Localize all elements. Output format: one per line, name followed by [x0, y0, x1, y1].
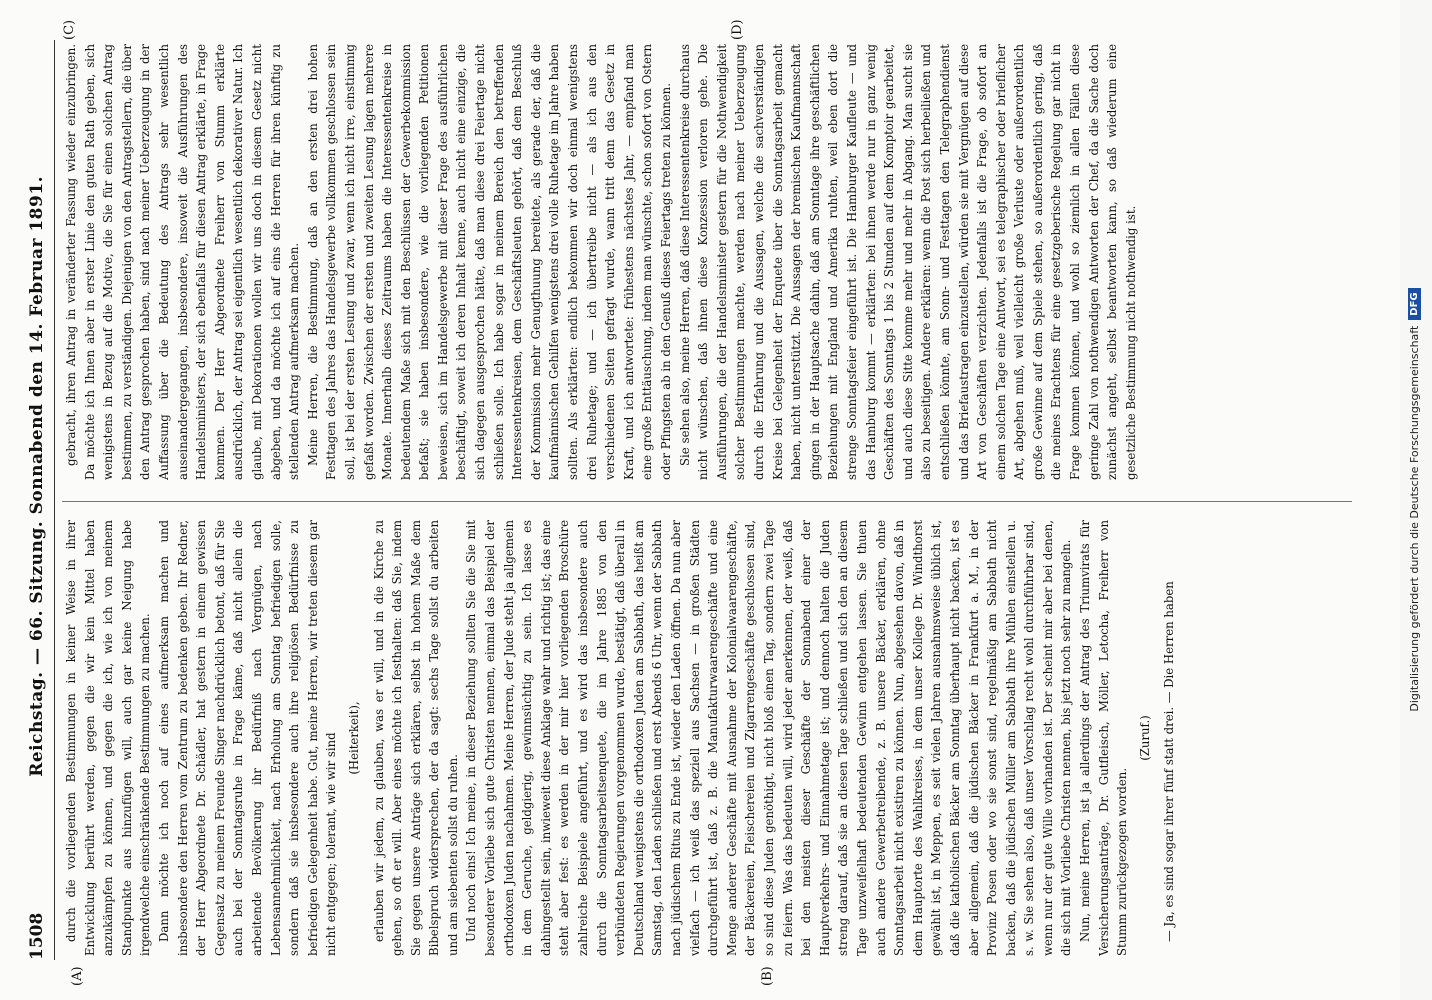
page-number: 1508 — [27, 912, 47, 960]
text-column-right — [62, 44, 1362, 480]
column-divider — [62, 501, 1352, 502]
margin-marker-c: (C) — [62, 19, 77, 40]
text-column-left — [62, 520, 1362, 956]
paragraph: Dann möchte ich noch auf eines aufmerksam machen und insbesondere den Herren vom Zentrum zu bedenken geben. Ihr Redner, der Herr Abgeordnete Dr. Schädler, hat gestern in einem gewissen Gegensatz zu meinem Freunde Singer nachdrücklich betont, daß für Sie auch bei der Sonntagsruhe in Frage käme, daß nicht allein die arbeitende Bevölkerung ihr Bedürfniß nach Vergnügen, nach Lebensannehmlichkeit, nach Erholung am Sonntag befriedigen solle, sondern daß sie insbesondere auch ihre religiösen Bedürfnisse zu befriedigen Gelegenheit habe. Gut, meine Herren, wir treten diesem gar nicht entgegen; tolerant, wie wir sind — [156, 520, 339, 956]
interjection: (Zuruf.) — [1137, 715, 1152, 761]
paragraph: — Ja, es sind sogar ihrer fünf statt drei. — Die Herren haben — [1162, 581, 1177, 942]
paragraph: durch die vorliegenden Bestimmungen in keiner Weise in ihrer Entwicklung berührt werden, gegen die wir kein Mittel haben anzukämpfen zu können, und gegen die ich, wie ich von meinem Standpunkte aus hinzufügen will, auch gar keine Neigung habe irgendwelche einschränkende Bestimmungen zu machen. — [64, 520, 153, 956]
page-header — [20, 40, 55, 960]
paragraph: Nun, meine Herren, ist ja allerdings der Antrag des Triumvirats für Versicherungsanträge, Dr. Gutfleisch, Möller, Letocha, Freiherr von Stumm zurückgezogen worden. — [1078, 520, 1130, 956]
paragraph: Meine Herren, die Bestimmung, daß an den ersten drei hohen Festtagen des Jahres das Handelsgewerbe vollkommen geschlossen sein soll, ist bei der ersten Lesung und zwar, wenn ich nicht irre, einstimmig gefaßt worden. Zwischen der ersten und zweiten Lesung lagen mehrere Monate. Innerhalb dieses Zeitraums haben die Interessentenkreise in bedeutendem Maße sich mit den Beschlüssen der Gewerbekommission befaßt; sie haben insbesondere, wie die vorliegenden Petitionen beweisen, sich im Handelsgewerbe mit dieser Frage des ausführlichen beschäftigt, soweit ich deren Inhalt kenne, auch nicht eine einzige, die sich dagegen ausgesprochen hätte, daß man diese drei Feiertage nicht schließen solle. Ich habe sogar in meinem Bereich den betreffenden Interessentenkreisen, dem Geschäftsleuten gehört, daß dem Beschluß der Kommission mehr Genugthuung bereitete, als gerade der, daß die kaufmännischen Gehilfen wenigstens drei volle Ruhetage im Jahre haben sollten. Als erklärten: endlich bekommen wir doch einmal wenigstens drei Ruhetage; und — ich übertreibe nicht — als ich aus den verschiedenen Seiten gefragt wurde, wann tritt denn das Gesetz in Kraft, und ich antwortete: frühestens nächstes Jahr, — empfand man eine große Enttäuschung, indem man wünschte, schon sofort von Ostern oder Pfingsten ab in den Genuß dieses Feiertags treten zu können. — [305, 44, 673, 480]
paragraph: gebracht, ihren Antrag in veränderter Fassung wieder einzubringen. Da möchte ich Ihnen aber in erster Linie den guten Rath geben, sich wenigstens in Bezug auf die Motive, die Sie für einen solchen Antrag bestimmen, zu verständigen. Diejenigen von den Antragstellern, die über den Antrag gesprochen haben, sind nach meiner Ueberzeugung in der Auffassung über die Bedeutung des Antrags sehr wesentlich auseinandergegangen, insbesondere, insoweit die Ausführungen des Handelsministers, der sich ebenfalls für diesen Antrag erklärte, in Frage kommen. Der Herr Abgeordnete Freiherr von Stumm erklärte ausdrücklich, der Antrag sei eigentlich wesentlich dekorativer Natur. Ich glaube, mit Dekorationen wollen wir uns doch in diesem Gesetz nicht abgeben, und da möchte ich auf eins die Herren für ihren künftig zu stellenden Antrag aufmerksam machen. — [64, 44, 302, 480]
paragraph: Und noch eins! Ich meine, in dieser Beziehung sollten Sie die Sie mit besonderer Vorliebe sich gute Christen nennen, einmal das Beispiel der orthodoxen Juden nachahmen. Meine Herren, der Jude steht ja allgemein in dem Geruche, geldgierig, gewinnsüchtig zu sein. Ich lasse es dahingestellt sein, inwieweit diese Anklage wahr und richtig ist; das eine steht aber fest: es werden in der mir hier vorliegenden Broschüre zahlreiche Beispiele angeführt, und es wird das insbesondere auch durch die Sonntagsarbeitsenquete, die im Jahre 1885 von den verbündeten Regierungen vorgenommen wurde, bestätigt, daß überall in Deutschland wenigstens die orthodoxen Juden am Sabbath, das heißt am Samstag, den Laden schließen und erst Abends 6 Uhr, wenn der Sabbath nach jüdischem Ritus zu Ende ist, wieder den Laden öffnen. Da nun aber vielfach — ich weiß das speziell aus Sachsen — in großen Städten durchgeführt ist, daß z. B. die Manufakturwaarengeschäfte und eine Menge anderer Geschäfte mit Ausnahme der Kolonialwaarengeschäfte, der Bäckereien, Fleischereien und Zigarrengeschäfte geschlossen sind, so sind diese Juden genöthigt, nicht bloß einen Tag, sondern zwei Tage zu feiern. Was das bedeuten will, wird jeder anerkennen, der weiß, daß bei den meisten dieser Geschäfte der Sonnabend einer der Hauptverkehrs- und Einnahmetage ist; und dennoch halten die Juden streng darauf, daß sie an diesen Tage schließen und sich den an diesem Tage unzweifelhaft bedeutenden Gewinn entgehen lassen. Sie thuen auch andere Gewerbetreibende, z. B. unsere Bäcker, erklären, ohne Sonntagsarbeit nicht existiren zu können. Nun, abgesehen davon, daß in dem Hauptorte des Wahlkreises, in dem unser Kollege Dr. Windthorst gewählt ist, in Meppen, es seit vielen Jahren ausnahmsweise üblich ist, daß die katholischen Bäcker am Sonntag überhaupt nicht backen, ist es aber allgemein, daß die jüdischen Bäcker in Frankfurt a. M., in der Provinz Posen oder wo sie sonst sind, regelmäßig am Sabbath nicht backen, daß die jüdischen Müller am Sabbath ihre Mühlen einstellen u. s. w. Sie sehen also, daß unser Vorschlag recht wohl durchführbar sind, wenn nur der gute Wille vorhanden ist. Der scheint mir aber bei denen, die sich mit Vorliebe Christen nennen, bis jetzt noch sehr zu mangeln. — [464, 520, 1074, 956]
margin-marker-a: (A) — [70, 966, 85, 986]
margin-marker-d: (D) — [730, 19, 745, 40]
paragraph: Sie sehen also, meine Herren, daß diese Interessentenkreise durchaus nicht wünschen, daß ihnen diese Konzession verloren gehe. Die Ausführungen, die der Handelsminister gestern für die Nothwendigkeit solcher Bestimmungen machte, werden nach meiner Ueberzeugung durch die Erfahrung und die Aussagen, welche die sachverständigen Kreise bei Gelegenheit der Enquete über die Sonntagsarbeit gemacht haben, nicht unterstützt. Die Aussagen der bremischen Kaufmannschaft gingen in der Hauptsache dahin, daß am Sonntage ihre geschäftlichen Beziehungen mit England und Amerika ruhten, weil eben dort die strenge Sonntagsfeier eingeführt ist. Die Hamburger Kaufleute — und das Hamburg kommt — erklärten: bei ihnen werde nur in ganz wenig Geschäften des Sonntags 1 bis 2 Stunden auf dem Komptoir gearbeitet, und auch diese Sitte komme mehr und mehr in Abgang. Man sucht sie also zu beseitigen. Andere erklären: wenn die Post sich herbeiließen und entschließen könnte, am Sonn- und Festtagen den Telegraphendienst und das Briefaustragen einzustellen, würden sie mit Vergnügen auf diese Art von Geschäften verzichten. Jedenfalls ist die Frage, ob sofort an einem solchen Tage eine Antwort, sei es telegraphischer oder brieflicher Art, abgehen muß, weil vielleicht große Verluste oder außerordentlich große Gewinne auf dem Spiele stehen, so außerordentlich gering, daß die meines Erachtens für eine gesetzgeberische Regelung gar nicht in Frage kommen können, und wohl so ziemlich in allen Fällen diese geringe Zahl von nothwendigen Antworten der Chef, da die Sache doch zunächst angeht, selbst beantworten kann, so daß wiederum eine gesetzliche Bestimmung nicht nothwendig ist. — [677, 44, 1138, 480]
page-title: Reichstag. — 66. Sitzung. Sonnabend den 14. Februar 1891. — [27, 175, 47, 777]
digitization-credit — [1376, 20, 1424, 980]
paragraph: erlauben wir jedem, zu glauben, was er will, und in die Kirche zu gehen, so oft er will. Aber eines möchte ich festhalten: daß Sie, indem Sie gegen unsere Anträge sich erklären, selbst in hohem Maße dem Bibelspruch widersprechen, der da sagt: sechs Tage sollst du arbeiten und am siebenten sollst du ruhen. — [371, 520, 460, 956]
interjection: (Heiterkeit), — [346, 701, 361, 775]
credit-text: Digitalisierung gefördert durch die Deutsche Forschungsgemeinschaft — [1407, 325, 1421, 712]
dfg-logo: DFG — [1408, 288, 1421, 319]
margin-marker-b: (B) — [760, 966, 775, 986]
